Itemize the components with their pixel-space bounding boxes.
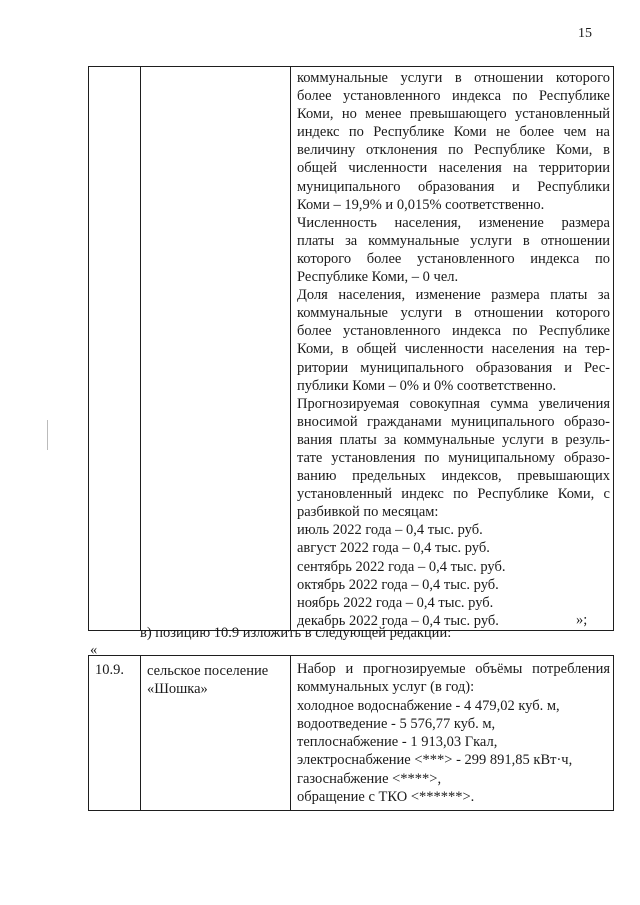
- paragraph-line: Прогнозируемая совокупная сумма увеличения: [297, 395, 610, 412]
- paragraph-line: тате установления по муниципальному образо-: [297, 449, 610, 466]
- paragraph-line: коммунальные услуги в отношении которого: [297, 70, 610, 86]
- paragraph-line: ритории муниципального образования и Рес-: [297, 359, 610, 376]
- paragraph-p1: [297, 69, 610, 214]
- month-line: октябрь 2022 года – 0,4 тыс. руб.: [297, 576, 499, 593]
- municipality-name: [141, 656, 291, 811]
- paragraph-p4: [297, 395, 610, 522]
- paragraph-line: разбивкой по месяцам:: [297, 504, 439, 521]
- paragraph-line: величину отклонения по Республике Коми, в: [297, 142, 610, 159]
- position-number: 10.9.: [89, 656, 141, 811]
- municipality-name-line: сельское поселение: [147, 663, 269, 679]
- month-line: июль 2022 года – 0,4 тыс. руб.: [297, 522, 483, 539]
- opening-quote: «: [90, 642, 98, 658]
- paragraph-line: Коми – 19,9% и 0,015% соответственно.: [297, 196, 545, 213]
- margin-mark: [47, 420, 48, 450]
- closing-quote: »;: [576, 612, 588, 628]
- continued-table: [88, 66, 614, 631]
- paragraph-p2: [297, 214, 610, 286]
- paragraph-line: индекс по Республике Коми не более чем на: [297, 124, 610, 141]
- paragraph-line: которого более установленного индекса по: [297, 250, 610, 267]
- paragraph-line: Республике Коми, – 0 чел.: [297, 269, 459, 286]
- paragraph-line: муниципального образования и Республики: [297, 178, 610, 195]
- paragraph-line: коммунальные услуги в отношении которого: [297, 305, 610, 322]
- month-line: ноябрь 2022 года – 0,4 тыс. руб.: [297, 594, 494, 611]
- paragraph-line: Численность населения, изменение размера: [297, 214, 610, 231]
- paragraph-p3: [297, 286, 610, 395]
- paragraph-line: более установленного индекса по Республике: [297, 323, 610, 340]
- number-cell-empty: [89, 67, 141, 631]
- page-number: 15: [578, 26, 592, 41]
- desc-line: теплоснабжение - 1 913,03 Гкал,: [297, 734, 498, 751]
- description-paragraphs: [297, 69, 610, 521]
- monthly-breakdown: [297, 521, 610, 630]
- paragraph-line: публики Коми – 0% и 0% соответственно.: [297, 377, 557, 394]
- desc-line: коммунальных услуг (в год):: [297, 679, 475, 696]
- desc-line: Набор и прогнозируемые объёмы потребления: [297, 661, 610, 677]
- paragraph-line: платы за коммунальные услуги в отношении: [297, 232, 610, 249]
- paragraph-line: более установленного индекса по Республике: [297, 88, 610, 105]
- paragraph-line: вания платы за коммунальные услуги в резуль-: [297, 431, 610, 448]
- paragraph-line: ванию предельных индексов, превышающих: [297, 468, 610, 485]
- desc-line: холодное водоснабжение - 4 479,02 куб. м,: [297, 697, 560, 714]
- paragraph-line: Коми, но менее превышающего установленный: [297, 106, 610, 123]
- paragraph-line: Коми, в общей численности населения на тер-: [297, 341, 610, 358]
- desc-line: обращение с ТКО <******>.: [297, 789, 475, 806]
- name-cell-empty: [141, 67, 291, 631]
- municipality-name-line: «Шошка»: [147, 681, 208, 697]
- month-line: сентябрь 2022 года – 0,4 тыс. руб.: [297, 558, 506, 575]
- desc-line: водоотведение - 5 576,77 куб. м,: [297, 715, 496, 732]
- amendment-instruction: в) позицию 10.9 изложить в следующей редакции:: [140, 625, 452, 641]
- paragraph-line: вносимой гражданами муниципального образо-: [297, 413, 610, 430]
- paragraph-line: Доля населения, изменение размера платы за: [297, 287, 610, 304]
- paragraph-line: общей численности населения на территории: [297, 160, 610, 177]
- month-line: декабрь 2022 года – 0,4 тыс. руб.: [297, 612, 499, 629]
- month-line: август 2022 года – 0,4 тыс. руб.: [297, 540, 490, 557]
- position-10-9-table: [88, 655, 614, 811]
- paragraph-line: установленный индекс по Республике Коми, с: [297, 486, 610, 503]
- desc-line: электроснабжение <***> - 299 891,85 кВт·ч,: [297, 752, 573, 769]
- consumption-description: [291, 656, 614, 811]
- desc-line: газоснабжение <****>,: [297, 770, 442, 787]
- description-cell: [291, 67, 614, 631]
